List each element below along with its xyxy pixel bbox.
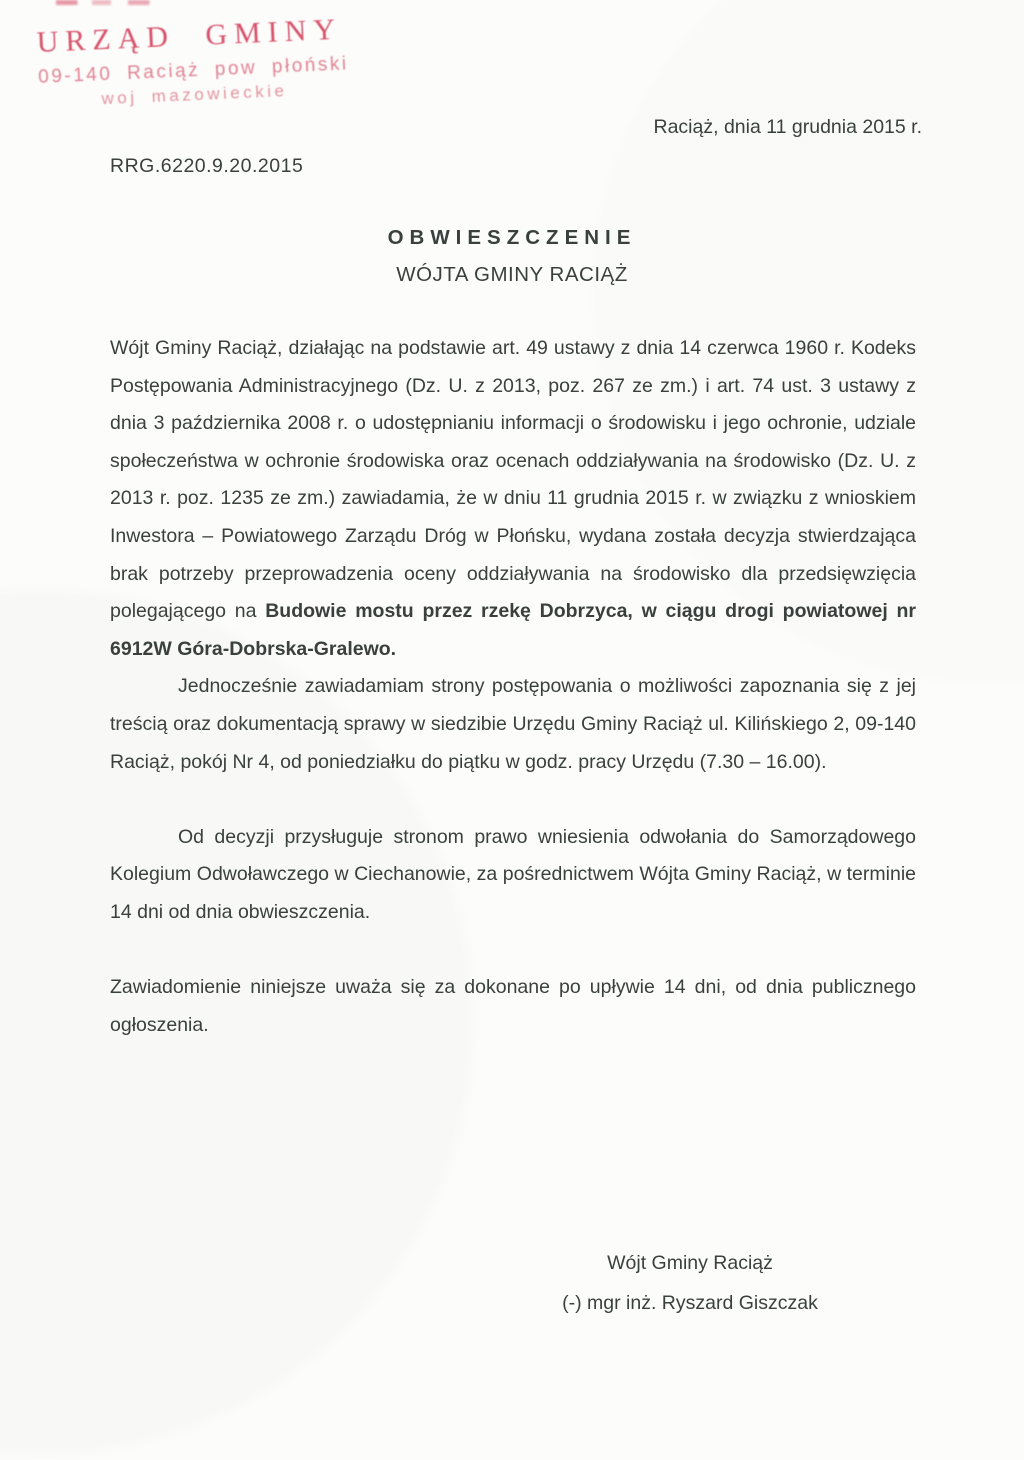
office-stamp <box>36 12 350 111</box>
paragraph-legal-basis <box>110 330 916 668</box>
paragraph-legal-basis-text: Wójt Gminy Raciąż, działając na podstawie art. 49 ustawy z dnia 14 czerwca 1960 r. Kodeks Postępowania Administracyjnego (Dz. U. z 2013, poz. 267 ze zm.) i art. 74 ust. 3 ustawy z dnia 3 października 2008 r. o udostępnianiu informacji o środowisku i jego ochronie, udziale społeczeństwa w ochronie środowiska oraz ocenach oddziaływania na środowisko (Dz. U. z 2013 r. poz. 1235 ze zm.) zawiadamia, że w dniu 11 grudnia 2015 r. w związku z wnioskiem Inwestora – Powiatowego Zarządu Dróg w Płońsku, wydana została decyzja stwierdzająca brak potrzeby przeprowadzenia oceny oddziaływania na środowisko dla przedsięwzięcia polegającego na <box>110 337 916 623</box>
project-name-bold: Budowie mostu przez rzekę Dobrzyca, w ciągu drogi powiatowej nr 6912W Góra-Dobrska-Gralewo. <box>110 600 916 660</box>
document-subtitle: WÓJTA GMINY RACIĄŻ <box>396 263 628 286</box>
stamp-voivodeship: woj mazowieckie <box>101 81 288 109</box>
signature-title: Wójt Gminy Raciąż <box>607 1252 773 1274</box>
paragraph-appeal-rights: Od decyzji przysługuje stronom prawo wniesienia odwołania do Samorządowego Kolegium Odwoławczego w Ciechanowie, za pośrednictwem Wójta Gminy Raciąż, w terminie 14 dni od dnia obwieszczenia. <box>110 825 916 923</box>
stamp-office-address: 09-140 Raciąż pow płoński <box>37 53 349 88</box>
paragraph-inspection-info: Jednocześnie zawiadamiam strony postępowania o możliwości zapoznania się z jej treścią oraz dokumentacją sprawy w siedzibie Urzędu Gminy Raciąż ul. Kilińskiego 2, 09-140 Raciąż, pokój Nr 4, od poniedziałku do piątku w godz. pracy Urzędu (7.30 – 16.00). <box>110 675 916 773</box>
paragraph-effective-date: Zawiadomienie niniejsze uważa się za dokonane po upływie 14 dni, od dnia publicznego ogłoszenia. <box>110 976 916 1036</box>
title-block <box>0 226 1024 287</box>
signature-block <box>470 1243 910 1323</box>
place-and-date: Raciąż, dnia 11 grudnia 2015 r. <box>653 116 922 138</box>
document-body <box>110 330 916 1044</box>
signature-name: (-) mgr inż. Ryszard Giszczak <box>562 1292 818 1314</box>
stamp-edge-artifact <box>56 0 176 5</box>
document-title: OBWIESZCZENIE <box>387 226 637 249</box>
reference-number: RRG.6220.9.20.2015 <box>110 155 304 177</box>
stamp-office-name: URZĄD GMINY <box>36 12 343 59</box>
